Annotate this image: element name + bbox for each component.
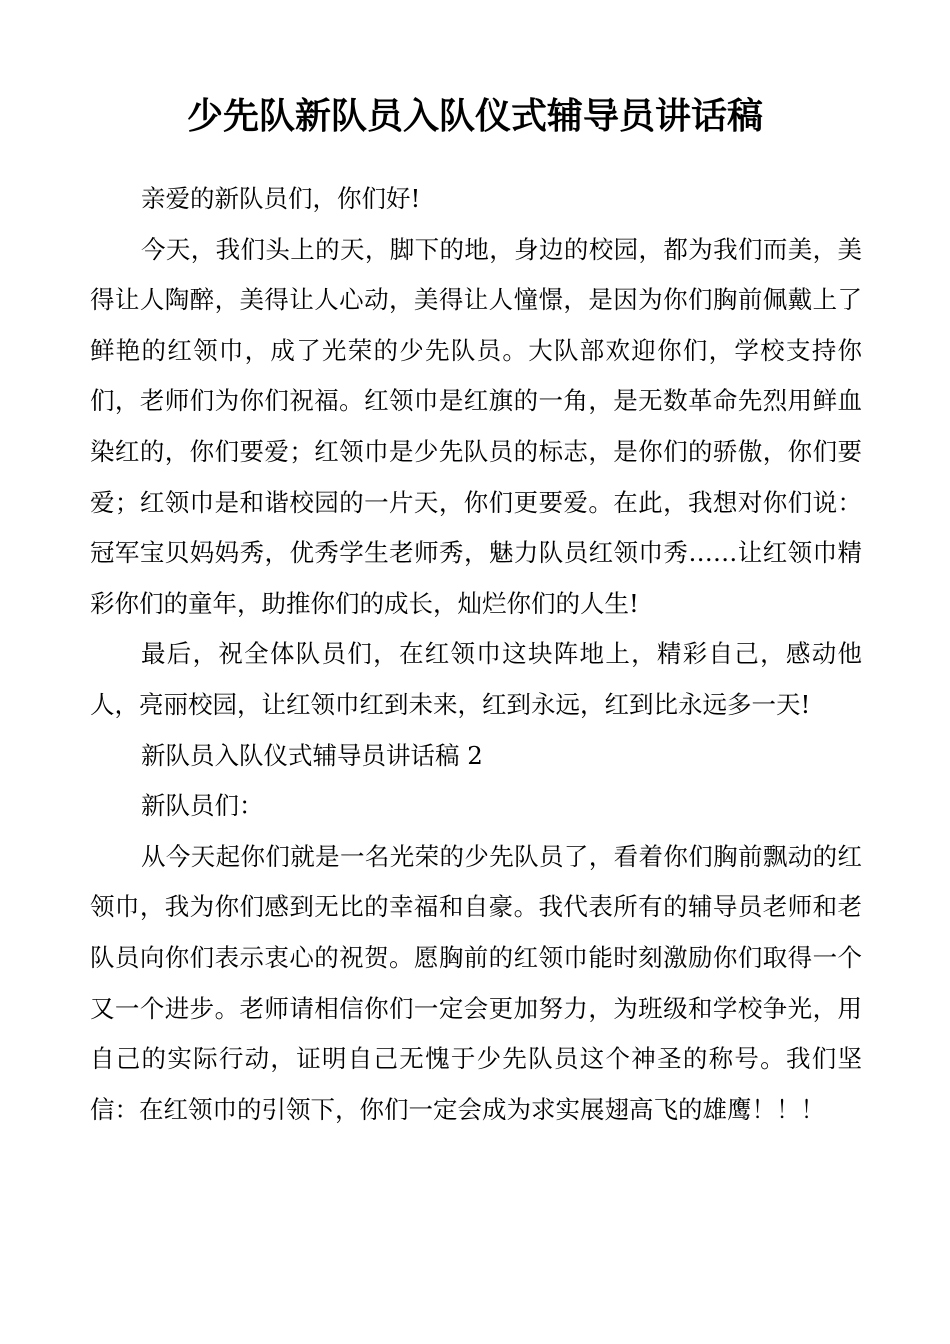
paragraph-greeting: 亲爱的新队员们，你们好! [141,184,421,213]
paragraph-closing-wish: 最后，祝全体队员们，在红领巾这块阵地上，精彩自己，感动他人，亮丽校园，让红领巾红到未来，红到永远，红到比永远多一天! [90,639,862,719]
paragraph-main-speech: 今天，我们头上的天，脚下的地，身边的校园，都为我们而美，美得让人陶醉，美得让人心动，美得让人憧憬，是因为你们胸前佩戴上了鲜艳的红领巾，成了光荣的少先队员。大队部欢迎你们，学校支持你们，老师们为你们祝福。红领巾是红旗的一角，是无数革命先烈用鲜血染红的，你们要爱；红领巾是少先队员的标志，是你们的骄傲，你们要爱；红领巾是和谐校园的一片天，你们更要爱。在此，我想对你们说：冠军宝贝妈妈秀，优秀学生老师秀，魅力队员红领巾秀……让红领巾精彩你们的童年，助推你们的成长，灿烂你们的人生! [90,234,862,618]
section-heading-speech-2: 新队员入队仪式辅导员讲话稿 2 [141,740,483,770]
paragraph-greeting-2: 新队员们： [141,791,264,821]
paragraph-speech-2-body: 从今天起你们就是一名光荣的少先队员了，看着你们胸前飘动的红领巾，我为你们感到无比的幸福和自豪。我代表所有的辅导员老师和老队员向你们表示衷心的祝贺。愿胸前的红领巾能时刻激励你们取得一个又一个进步。老师请相信你们一定会更加努力，为班级和学校争光，用自己的实际行动，证明自己无愧于少先队员这个神圣的称号。我们坚信：在红领巾的引领下，你们一定会成为求实展翅高飞的雄鹰！！！ [90,841,862,1124]
document-body [90,174,862,1135]
document-title: 少先队新队员入队仪式辅导员讲话稿 [186,96,763,137]
